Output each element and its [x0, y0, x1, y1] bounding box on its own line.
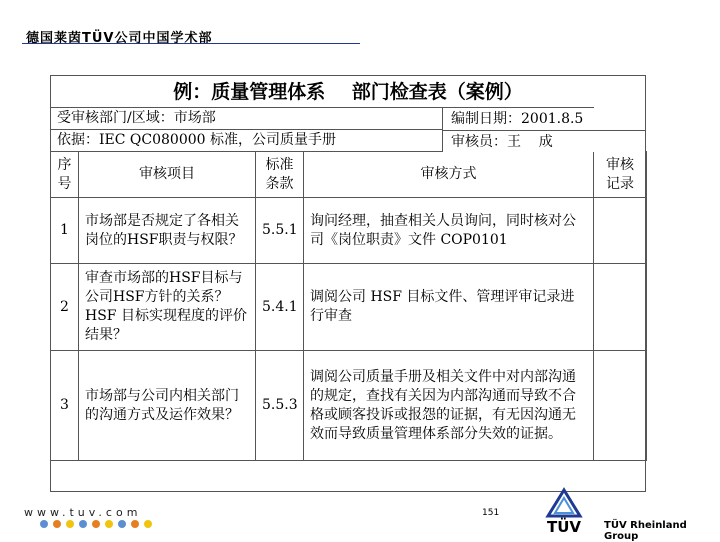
- footer-dot: [79, 520, 87, 528]
- page-number: 151: [482, 508, 500, 518]
- date-cell-overlay: [442, 108, 645, 152]
- footer-url[interactable]: www.tuv.com: [24, 506, 142, 519]
- col-header-record: 审核记录: [594, 152, 647, 198]
- row-record: [594, 198, 647, 264]
- tuv-logo-text: TÜV: [546, 518, 582, 536]
- row-clause: 5.5.1: [256, 198, 304, 264]
- table-header-row: [51, 152, 647, 198]
- table-row: [51, 198, 647, 264]
- row-record: [594, 351, 647, 461]
- document-title: 例：质量管理体系 部门检查表（案例）: [173, 81, 523, 103]
- row-clause: 5.4.1: [256, 264, 304, 351]
- row-item: 市场部与公司内相关部门的沟通方式及运作效果？: [79, 351, 256, 461]
- row-item: 审查市场部的HSF目标与公司HSF方针的关系？HSF 目标实现程度的评价结果？: [79, 264, 256, 351]
- auditor-text: 审核员：王 成: [443, 130, 645, 153]
- row-method: 询问经理，抽查相关人员询问，同时核对公司《岗位职责》文件 COP0101: [304, 198, 594, 264]
- row-seq: 3: [51, 351, 79, 461]
- footer-dot: [118, 520, 126, 528]
- col-header-item: 审核项目: [79, 152, 256, 198]
- row-seq: 1: [51, 198, 79, 264]
- dept-label: 受审核部门/区域：市场部: [51, 108, 594, 130]
- table-row: [51, 264, 647, 351]
- row-seq: 2: [51, 264, 79, 351]
- row-record: [594, 264, 647, 351]
- footer-dot: [40, 520, 48, 528]
- audit-checklist-table: [50, 107, 647, 461]
- row-clause: 5.5.3: [256, 351, 304, 461]
- tuv-group-label: TÜV Rheinland Group: [604, 520, 687, 542]
- footer-dot: [66, 520, 74, 528]
- footer-dot: [53, 520, 61, 528]
- header-divider: [22, 43, 360, 44]
- row-method: 调阅公司 HSF 目标文件、管理评审记录进行审查: [304, 264, 594, 351]
- footer-dot: [131, 520, 139, 528]
- date-text: 编制日期：2001.8.5: [451, 111, 584, 127]
- col-header-method: 审核方式: [304, 152, 594, 198]
- header-title: 德国莱茵TÜV公司中国学术部: [26, 31, 213, 46]
- col-header-seq: 序号: [51, 152, 79, 198]
- footer-dot: [144, 520, 152, 528]
- table-row: [51, 351, 647, 461]
- row-item: 市场部是否规定了各相关岗位的HSF职责与权限？: [79, 198, 256, 264]
- footer-dot: [92, 520, 100, 528]
- footer-dot: [105, 520, 113, 528]
- col-header-clause: 标准条款: [256, 152, 304, 198]
- row-method: 调阅公司质量手册及相关文件中对内部沟通的规定，查找有关因为内部沟通而导致不合格或顾客投诉或报怨的证据，有无因沟通无效而导致质量管理体系部分失效的证据。: [304, 351, 594, 461]
- basis-label: 依据：IEC QC080000 标准，公司质量手册: [51, 130, 594, 152]
